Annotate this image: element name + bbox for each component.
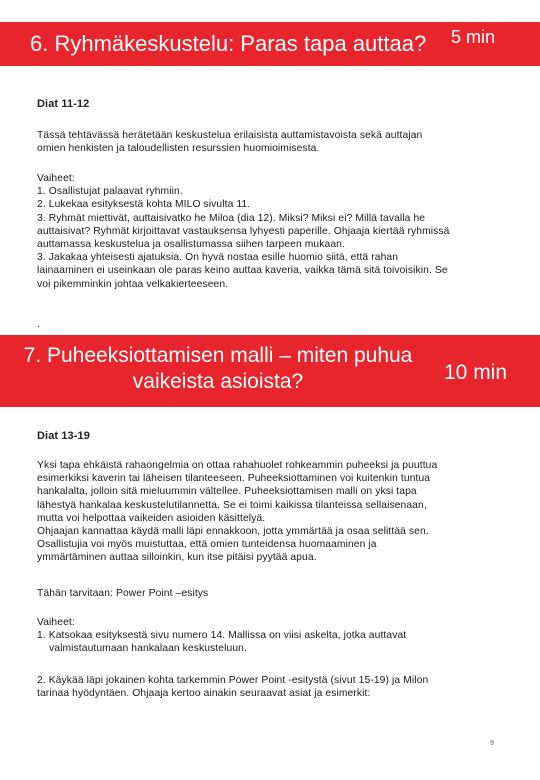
text-line: ymmärtäminen auttaa silloinkin, kun itse pitäisi pyytää apua. <box>37 552 317 564</box>
text-line: mutta voi helpottaa vaikeiden asioiden käsittelyä. <box>37 512 266 524</box>
step-line: 2. Käykää läpi jokainen kohta tarkemmin Power Point -esitystä (sivut 15-19) ja Milon <box>37 675 429 686</box>
step-line: 1. Osallistujat palaavat ryhmiin. <box>37 186 183 198</box>
step-line: 3. Ryhmät miettivät, auttaisivatko he Miloa (dia 12). Miksi? Miksi ei? Millä tavalla he <box>37 212 426 224</box>
step-line: 1. Katsokaa esityksestä sivu numero 14. Mallissa on viisi askelta, jotka auttavat <box>37 630 407 641</box>
section-6-title: 6. Ryhmäkeskustelu: Paras tapa auttaa? <box>30 31 427 56</box>
section-7-step-2 <box>37 674 507 700</box>
section-7-banner <box>0 335 540 407</box>
text-line: omien henkisten ja taloudellisten resurssien huomioimisesta. <box>37 143 320 155</box>
text-line: lähestyä hankalaa keskustelutilannetta. Se ei toimi kaikissa tilanteissa sellaisenaan, <box>37 499 427 511</box>
step-line: lainaaminen ei useinkaan ole paras keino auttaa kaveria, vaikka tämä sitä toivoisikin. Se <box>37 265 448 277</box>
steps-heading: Vaiheet: <box>37 173 75 184</box>
section-7-needs: Tähän tarvitaan: Power Point –esitys <box>37 588 209 599</box>
section-6-steps <box>37 172 507 291</box>
step-line: auttamassa keskustelua ja osallistumassa siihen tarpeen mukaan. <box>37 239 345 251</box>
step-line: valmistautumaan hankalaan keskusteluun. <box>49 643 247 655</box>
section-6-time: 5 min <box>451 27 496 47</box>
section-6-trailing-dot: . <box>37 319 40 330</box>
step-line: tarinaa hyödyntäen. Ohjaaja kertoo ainakin seuraavat asiat ja esimerkit: <box>37 688 371 700</box>
text-line: Tässä tehtävässä herätetään keskustelua erilaisista auttamistavoista sekä auttajan <box>37 130 423 141</box>
section-7-title: 7. Puheeksiottamisen malli – miten puhua vaikeista asioista? <box>23 344 413 393</box>
section-7-slides: Diat 13-19 <box>37 430 90 442</box>
step-line: 3. Jakakaa yhteisesti ajatuksia. On hyvä nostaa esille huomio siitä, että rahan <box>37 252 399 264</box>
text-line: Osallistujia voi myös muistuttaa, että omien tunteidensa huomaaminen ja <box>37 539 377 551</box>
step-line: 2. Lukekaa esityksestä kohta MILO sivulta 11. <box>37 199 251 211</box>
text-line: Ohjaajan kannattaa käydä malli läpi ennakkoon, jotta ymmärtää ja osaa selittää sen. <box>37 526 429 538</box>
section-6-banner <box>0 22 540 66</box>
section-7-step-1 <box>37 629 507 655</box>
section-6-intro <box>37 129 507 155</box>
text-line: Yksi tapa ehkäistä rahaongelmia on ottaa rahahuolet rohkeammin puheeksi ja puuttua <box>37 460 438 471</box>
step-line: auttaisivat? Ryhmät kirjoittavat vastauksensa lyhyesti paperille. Ohjaaja kiertää ryhmissä <box>37 225 450 237</box>
text-line: esimerkiksi kaverin tai läheisen tilanteeseen. Puheeksiottaminen voi kuitenkin tuntua <box>37 473 431 485</box>
section-6-slides: Diat 11-12 <box>37 98 90 110</box>
section-7-body <box>37 459 507 565</box>
text-line: hankalalta, jolloin sitä mieluummin vältellee. Puheeksiottamisen malli on yksi tapa <box>37 486 417 498</box>
section-7-steps-heading: Vaiheet: <box>37 617 75 628</box>
step-line: voi pikemminkin johtaa velkakierteeseen. <box>37 278 229 290</box>
section-7-time: 10 min <box>444 361 508 384</box>
page-number: 9 <box>490 740 494 747</box>
